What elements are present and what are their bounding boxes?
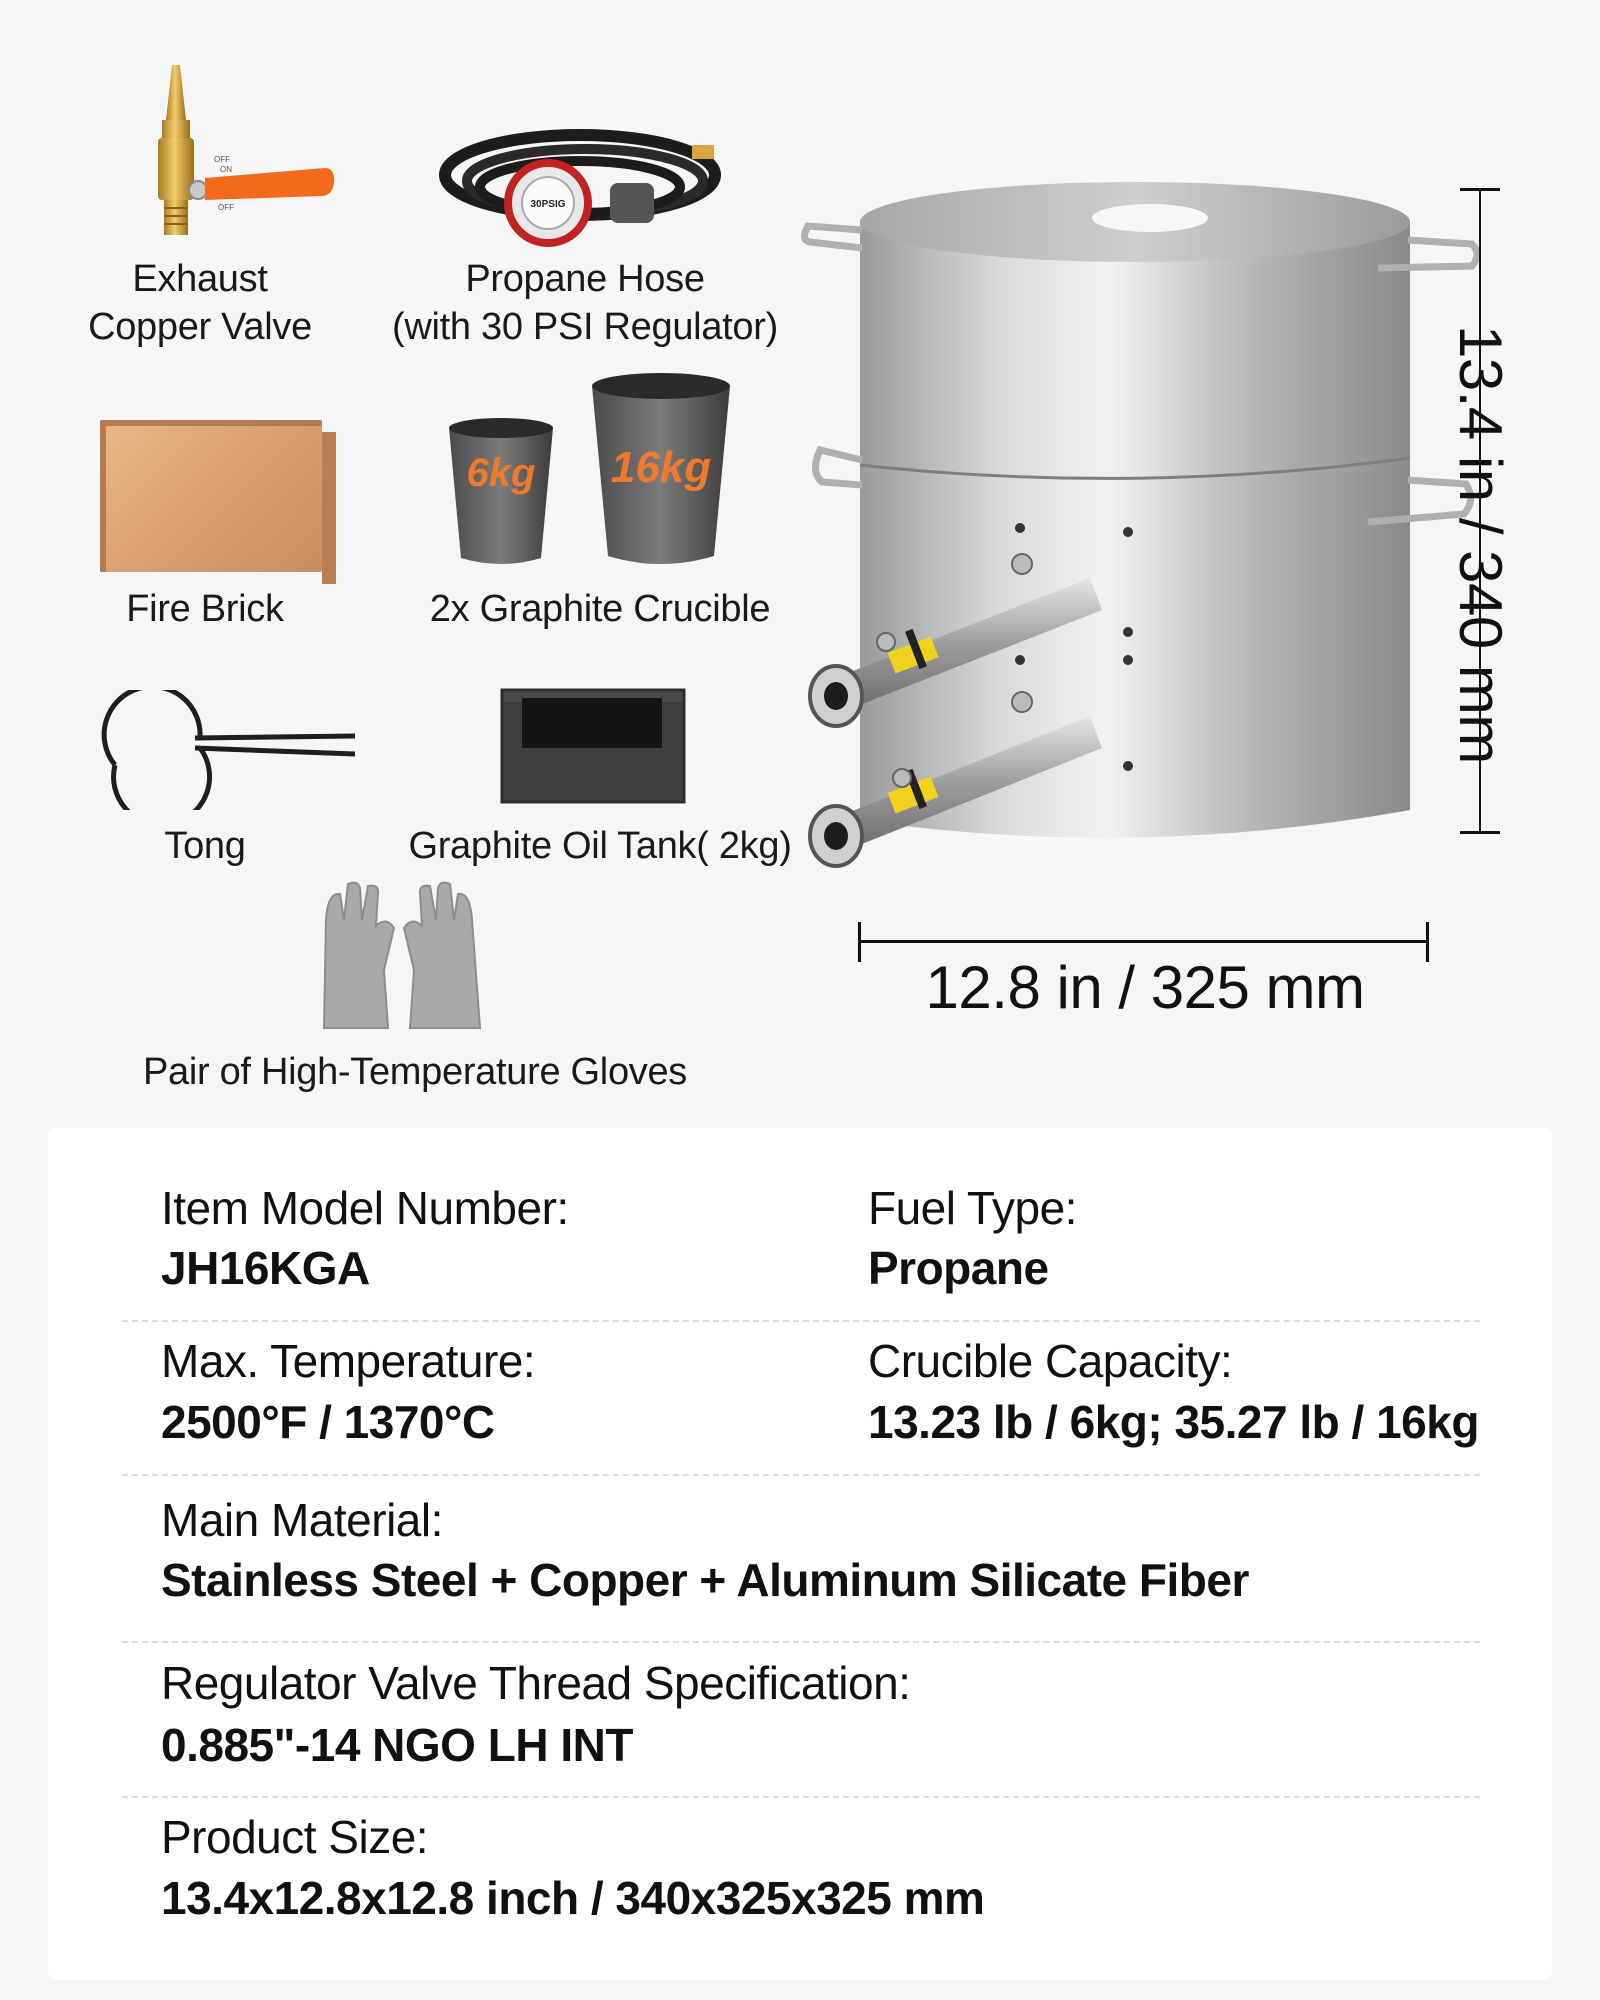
crucible-16kg-mark: 16kg <box>610 443 712 492</box>
fire-brick-label: Fire Brick <box>126 588 284 630</box>
width-dimension-text: 12.8 in / 325 mm <box>925 954 1365 1021</box>
oil-tank-label: Graphite Oil Tank( 2kg) <box>408 825 792 867</box>
crucible-6kg-mark: 6kg <box>466 451 536 495</box>
width-dimension-line <box>860 940 1428 943</box>
fuel-type-value: Propane <box>868 1242 1049 1294</box>
exhaust-valve-label-line1: Exhaust <box>132 258 268 300</box>
crucible-16kg-image <box>588 372 734 568</box>
propane-hose-label-line2: (with 30 PSI Regulator) <box>392 306 778 348</box>
fuel-type-label: Fuel Type: <box>868 1182 1077 1234</box>
spec-divider <box>122 1796 1480 1798</box>
exhaust-valve-label <box>60 255 340 351</box>
exhaust-copper-valve-image <box>150 60 350 250</box>
product-size-value: 13.4x12.8x12.8 inch / 340x325x325 mm <box>161 1872 985 1924</box>
thread-spec-value: 0.885"-14 NGO LH INT <box>161 1719 633 1771</box>
propane-hose-label-line1: Propane Hose <box>465 258 705 300</box>
height-dimension-cap-bottom <box>1460 831 1500 834</box>
spec-divider <box>122 1474 1480 1476</box>
valve-off-mark: OFF <box>214 155 230 164</box>
spec-divider <box>122 1641 1480 1643</box>
gloves-image <box>318 880 488 1030</box>
crucible-6kg-image <box>445 418 557 568</box>
spec-divider <box>122 1320 1480 1322</box>
model-number-value: JH16KGA <box>161 1242 370 1294</box>
exhaust-valve-label-line2: Copper Valve <box>88 306 312 348</box>
main-material-value: Stainless Steel + Copper + Aluminum Silicate Fiber <box>161 1554 1249 1606</box>
tong-image <box>75 690 365 810</box>
gloves-label: Pair of High-Temperature Gloves <box>142 1051 688 1093</box>
crucible-capacity-label: Crucible Capacity: <box>868 1335 1233 1387</box>
product-size-label: Product Size: <box>161 1811 429 1863</box>
fire-brick-image <box>100 420 322 572</box>
valve-on-mark: ON <box>220 165 232 174</box>
furnace-image <box>790 160 1514 880</box>
valve-off-mark-2: OFF <box>218 203 234 212</box>
model-number-label: Item Model Number: <box>161 1182 569 1234</box>
graphite-oil-tank-image <box>498 680 688 805</box>
height-dimension-text: 13.4 in / 340 mm <box>1447 325 1514 764</box>
thread-spec-label: Regulator Valve Thread Specification: <box>161 1657 911 1709</box>
max-temperature-label: Max. Temperature: <box>161 1335 536 1387</box>
crucible-capacity-value: 13.23 lb / 6kg; 35.27 lb / 16kg <box>868 1396 1479 1448</box>
regulator-gauge-text: 30PSIG <box>530 199 566 210</box>
specs-card <box>48 1128 1552 1980</box>
tong-label: Tong <box>164 825 246 867</box>
propane-hose-image <box>430 115 730 255</box>
crucible-label: 2x Graphite Crucible <box>429 588 771 630</box>
max-temperature-value: 2500°F / 1370°C <box>161 1396 495 1448</box>
main-material-label: Main Material: <box>161 1494 443 1546</box>
propane-hose-label <box>355 255 815 351</box>
